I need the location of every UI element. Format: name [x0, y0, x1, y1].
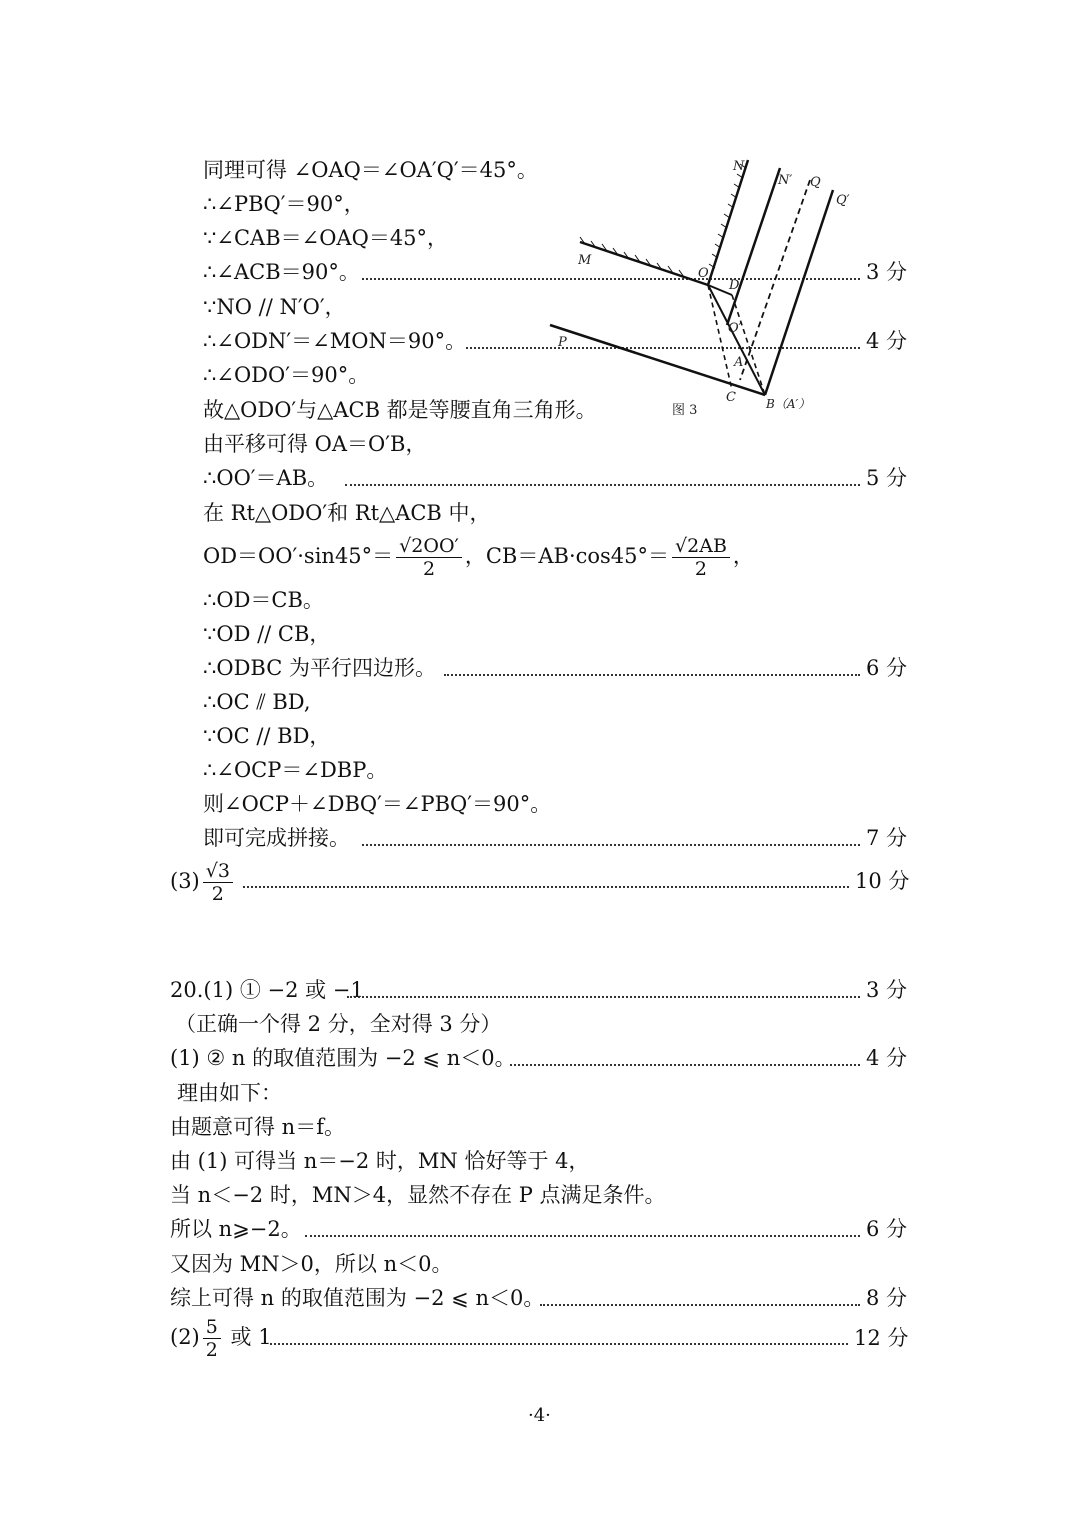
score-8: 8 分 [866, 1286, 908, 1310]
line-21-label: (3) [170, 869, 200, 893]
line-1: 同理可得 ∠OAQ＝∠OA′Q′＝45°。 [203, 158, 538, 182]
dot-leader [270, 1341, 848, 1345]
line-n-prime-o-prime [727, 168, 780, 325]
score-3: 3 分 [866, 260, 908, 284]
score-6: 6 分 [866, 656, 908, 680]
line-11: 在 Rt△ODO′和 Rt△ACB 中， [203, 501, 491, 525]
line-12-c: ， [732, 544, 754, 568]
score-4: 4 分 [866, 329, 908, 353]
label-m: M [578, 253, 592, 268]
line-bq-prime [765, 190, 833, 395]
fraction-denominator: 2 [422, 558, 436, 580]
label-b: B（A′） [766, 397, 811, 411]
line-2: ∴∠PBQ′＝90°， [203, 192, 365, 216]
line-om [580, 242, 708, 285]
q20-line-2: （正确一个得 2 分，全对得 3 分） [175, 1012, 502, 1036]
line-8: 故△ODO′与△ACB 都是等腰直角三角形。 [203, 398, 597, 422]
label-o-prime: O′ [728, 321, 742, 336]
dot-leader [444, 672, 860, 676]
fraction-numerator: √2OO′ [396, 535, 462, 558]
dot-leader [347, 994, 860, 998]
dot-leader [345, 482, 860, 486]
line-16: ∴OC ⫽ BD, [203, 690, 311, 714]
line-19: 则∠OCP＋∠DBQ′＝∠PBQ′＝90°。 [203, 792, 552, 816]
line-oc [708, 285, 732, 390]
q20-line-10: 综上可得 n 的取值范围为 −2 ⩽ n＜0。 [170, 1286, 545, 1310]
dot-leader [540, 1302, 860, 1306]
q20-line-5: 由题意可得 n＝f。 [170, 1115, 345, 1139]
line-5: ∵NO // N′O′， [203, 295, 346, 319]
figure-caption: 图 3 [672, 403, 698, 418]
line-db [732, 295, 765, 395]
fraction-denominator: 2 [211, 883, 224, 905]
line-13: ∴OD＝CB。 [203, 588, 324, 612]
line-17: ∵OC // BD， [203, 724, 331, 748]
dot-leader [305, 1233, 860, 1237]
fraction-denominator: 2 [205, 1339, 218, 1361]
line-18: ∴∠OCP＝∠DBP。 [203, 758, 388, 782]
dot-leader [362, 842, 860, 846]
line-15: ∴ODBC 为平行四边形。 [203, 656, 436, 680]
q20-line-6: 由 (1) 可得当 n＝−2 时，MN 恰好等于 4， [170, 1149, 590, 1173]
score-6: 6 分 [866, 1217, 908, 1241]
label-q-prime: Q′ [836, 193, 850, 208]
line-3: ∵∠CAB＝∠OAQ＝45°， [203, 226, 449, 250]
line-21 [170, 857, 236, 905]
fraction [203, 860, 233, 905]
q20-line-3: (1) ② n 的取值范围为 −2 ⩽ n＜0。 [170, 1046, 516, 1070]
geometry-figure [540, 150, 860, 420]
score-10: 10 分 [855, 869, 910, 893]
dot-leader [243, 884, 849, 888]
line-12-a: OD＝OO′·sin45°＝ [203, 544, 394, 568]
line-4: ∴∠ACB＝90°。 [203, 260, 360, 284]
q20-line-11-text: 或 1 [223, 1325, 272, 1349]
label-p: P [558, 335, 567, 350]
line-20: 即可完成拼接。 [203, 826, 350, 850]
q20-line-8: 所以 n⩾−2。 [170, 1217, 302, 1241]
line-12 [203, 532, 754, 580]
fraction-numerator: 5 [203, 1316, 221, 1339]
line-6: ∴∠ODN′＝∠MON＝90°。 [203, 329, 467, 353]
q20-line-9: 又因为 MN＞0，所以 n＜0。 [170, 1252, 453, 1276]
line-10: ∴OO′＝AB。 [203, 466, 329, 490]
line-7: ∴∠ODO′＝90°。 [203, 363, 370, 387]
label-d: D [729, 278, 740, 293]
line-12-b: ，CB＝AB·cos45°＝ [464, 544, 670, 568]
score-3: 3 分 [866, 978, 908, 1002]
q20-line-11-label: (2) [170, 1325, 200, 1349]
line-9: 由平移可得 OA＝O′B， [203, 432, 427, 456]
score-7: 7 分 [866, 826, 908, 850]
q20-line-11 [170, 1313, 272, 1361]
page-number: ·4· [528, 1405, 551, 1426]
fraction-numerator: √2AB [672, 535, 730, 558]
label-o: O [698, 266, 709, 281]
q20-line-4: 理由如下： [177, 1081, 282, 1105]
label-n-prime: N′ [778, 173, 793, 188]
fraction-denominator: 2 [694, 558, 708, 580]
line-14: ∵OD // CB， [203, 622, 331, 646]
fraction [203, 1316, 221, 1361]
line-on [708, 160, 748, 285]
label-q: Q [810, 175, 821, 190]
label-n: N [733, 159, 745, 174]
dot-leader [510, 1062, 860, 1066]
score-5: 5 分 [866, 466, 908, 490]
score-12: 12 分 [854, 1326, 909, 1350]
fraction-numerator: √3 [203, 860, 233, 883]
fraction [396, 535, 462, 580]
score-4: 4 分 [866, 1046, 908, 1070]
q20-line-7: 当 n＜−2 时，MN＞4，显然不存在 P 点满足条件。 [170, 1183, 666, 1207]
fraction [672, 535, 730, 580]
label-a: A [734, 355, 744, 370]
label-c: C [726, 390, 736, 405]
q20-line-1: 20.(1) ① −2 或 −1 [170, 978, 364, 1002]
